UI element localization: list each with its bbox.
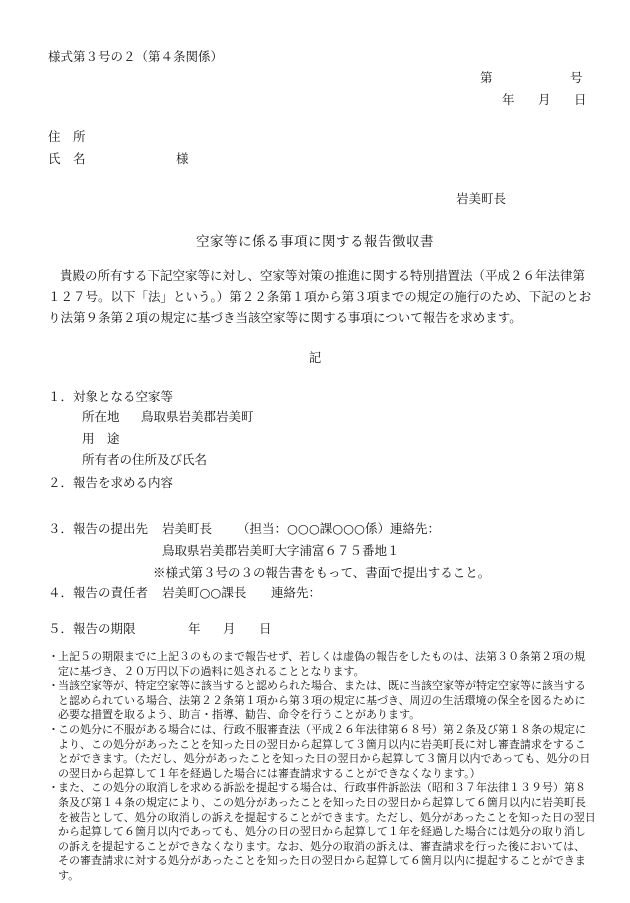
document-title: 空家等に係る事項に関する報告徴収書: [196, 234, 434, 250]
address-label: 住 所: [48, 129, 86, 144]
honorific: 様: [176, 151, 189, 166]
doc-number-prefix: 第: [480, 70, 493, 85]
item2-heading: ２．報告を求める内容: [48, 475, 174, 490]
item5-month: 月: [223, 621, 236, 636]
note-item: [48, 781, 596, 883]
item1-owner-label: 所有者の住所及び氏名: [82, 452, 208, 467]
item5-year: 年: [188, 621, 201, 636]
date-day: 日: [574, 92, 587, 107]
note-text: 当該空家等が、特定空家等に該当すると認められた場合、または、既に当該空家等が特定空家等に該当すると認められている場合、法第２２条第１項から第３項の規定に基づき、周辺の生活環境の保全を図るために必要な措置を取るよう、助言・指導、勧告、命令を行うことがあります。: [58, 679, 586, 722]
date-month: 月: [538, 92, 551, 107]
note-bullet: ・: [48, 679, 59, 693]
item4-person: 岩美町○○課長: [162, 585, 247, 600]
item3-contact: （担当：○○○課○○○係）連絡先：: [237, 521, 440, 536]
note-item: [48, 679, 596, 723]
note-bullet: ・: [48, 722, 59, 736]
ki-mark: 記: [308, 350, 322, 365]
issuer: 岩美町長: [456, 191, 507, 206]
item3-note: ※様式第３号の３の報告書をもって、書面で提出すること。: [153, 565, 491, 580]
date-year: 年: [502, 92, 515, 107]
item1-location-label: 所在地: [82, 409, 120, 424]
item4-contact: 連絡先：: [271, 585, 322, 600]
form-number: 様式第３号の２（第４条関係）: [48, 49, 224, 64]
item1-heading: １．対象となる空家等: [48, 389, 174, 404]
item5-heading: ５．報告の期限: [48, 621, 136, 636]
item1-use-label: 用 途: [82, 431, 120, 446]
item1-location-value: 鳥取県岩美郡岩美町: [141, 409, 254, 424]
name-label: 氏 名: [48, 151, 86, 166]
note-text: また、この処分の取消しを求める訴訟を提起する場合は、行政事件訴訟法（昭和３７年法律１３９号）第８条及び第１４条の規定により、この処分があったことを知った日の翌日から起算して６箇月以内に岩美町長を被告として、処分の取消しの訴えを提起することができます。ただし、処分があったことを知った日の翌日から起算して６箇月以内であっても、処分の日の翌日から起算して１年を経過した場合には処分の取り消しの訴えを提起することができなくなります。なお、処分の取消の訴えは、審査請求を行った後においては、その審査請求に対する処分があったことを知った日の翌日から起算して６箇月以内に提起することができます。: [58, 781, 596, 882]
item5-day: 日: [259, 621, 272, 636]
note-item: [48, 723, 596, 781]
item3-to: 岩美町長: [162, 521, 213, 536]
note-text: 上記５の期限までに上記３のものまで報告せず、若しくは虚偽の報告をしたものは、法第３０条第２項の規定に基づき、２０万円以下の過料に処されることとなります。: [58, 650, 586, 678]
item4-heading: ４．報告の責任者: [48, 585, 149, 600]
item3-heading: ３．報告の提出先: [48, 521, 149, 536]
note-bullet: ・: [48, 781, 59, 795]
doc-number-suffix: 号: [570, 70, 583, 85]
item3-address: 鳥取県岩美郡岩美町大字浦富６７５番地１: [162, 543, 400, 558]
notes-list: [48, 650, 596, 884]
note-text: この処分に不服がある場合には、行政不服審査法（平成２６年法律第６８号）第２条及び第１８条の規定により、この処分があったことを知った日の翌日から起算して３箇月以内に岩美町長に対し審査請求をすることができます。（ただし、処分があったことを知った日の翌日から起算して３箇月以内であっても、処分の日の翌日から起算して１年を経過した場合には審査請求することができなくなります。）: [58, 722, 591, 780]
note-bullet: ・: [48, 650, 59, 663]
note-item: [48, 650, 596, 679]
body-paragraph: 貴殿の所有する下記空家等に対し、空家等対策の推進に関する特別措置法（平成２６年法律第１２７号。以下「法」という。）第２２条第１項から第３項までの規定の施行のため、下記のとおり法第９条第２項の規定に基づき当該空家等に関する事項について報告を求めます。: [48, 268, 592, 325]
